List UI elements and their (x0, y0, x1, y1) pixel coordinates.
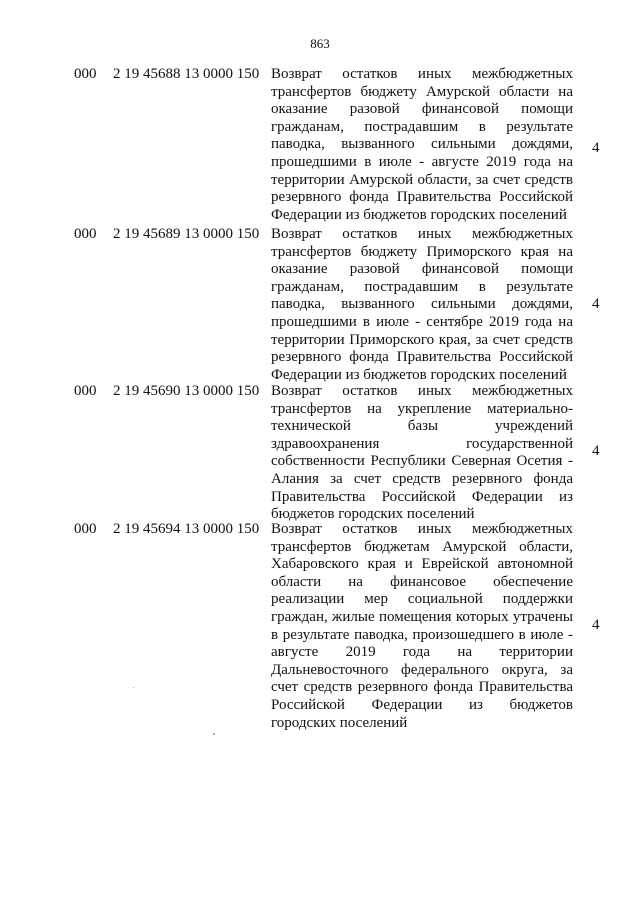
row-description: Возврат остатков иных межбюджетных трансфертов бюджету Амурской области на оказание разовой финансовой помощи гражданам, пострадавшим в результате паводка, вызванного сильными дождями, прошедшими в июле - августе 2019 года на территории Амурской области, за счет средств резервного фонда Правительства Российской Федерации из бюджетов городских поселений (271, 66, 573, 223)
scan-speck (133, 687, 134, 688)
row-value: 4 (592, 296, 600, 312)
scan-speck (213, 733, 215, 735)
row-value: 4 (592, 140, 600, 156)
admin-code: 000 (74, 521, 97, 537)
page-number: 863 (310, 36, 330, 51)
row-value: 4 (592, 617, 600, 633)
budget-classification-code: 2 19 45688 13 0000 150 (113, 66, 260, 82)
admin-code: 000 (74, 383, 97, 399)
budget-classification-code: 2 19 45694 13 0000 150 (113, 521, 260, 537)
row-description: Возврат остатков иных межбюджетных трансфертов бюджету Приморского края на оказание разовой финансовой помощи гражданам, пострадавшим в результате паводка, вызванного сильными дождями, прошедшими в июле - сентябре 2019 года на территории Приморского края, за счет средств резервного фонда Правительства Российской Федерации из бюджетов городских поселений (271, 226, 573, 383)
admin-code: 000 (74, 66, 97, 82)
admin-code: 000 (74, 226, 97, 242)
row-description: Возврат остатков иных межбюджетных трансфертов бюджетам Амурской области, Хабаровского края и Еврейской автономной области на финансовое обеспечение реализации мер социальной поддержки граждан, жилые помещения которых утрачены в результате паводка, произошедшего в июле - августе 2019 года на территории Дальневосточного федерального округа, за счет средств резервного фонда Правительства Российской Федерации из бюджетов городских поселений (271, 521, 573, 731)
budget-classification-code: 2 19 45689 13 0000 150 (113, 226, 260, 242)
budget-classification-code: 2 19 45690 13 0000 150 (113, 383, 260, 399)
row-description: Возврат остатков иных межбюджетных трансфертов на укрепление материально-технической базы учреждений здравоохранения государственной собственности Республики Северная Осетия - Алания за счет средств резервного фонда Правительства Российской Федерации из бюджетов городских поселений (271, 383, 573, 523)
row-value: 4 (592, 443, 600, 459)
